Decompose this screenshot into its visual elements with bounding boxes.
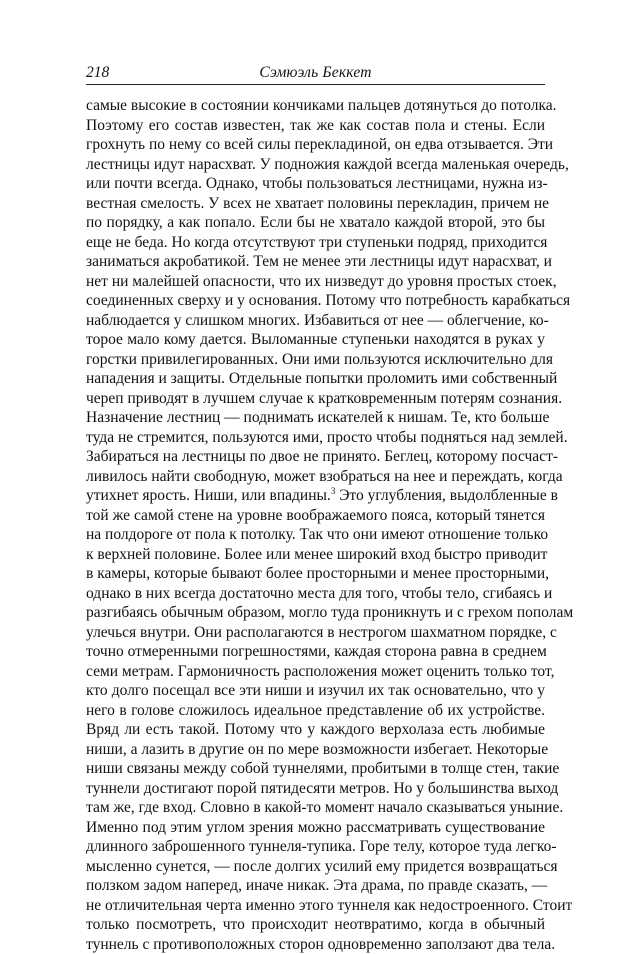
text-line: той же самой стене на уровне воображаемого пояса, который тянется: [86, 506, 545, 526]
text-line: соединенных сверху и у основания. Потому что потребность карабкаться: [86, 291, 545, 311]
text-line: разгибаясь обычным образом, могло туда проникнуть и с грехом пополам: [86, 603, 545, 623]
text-line: торое мало кому дается. Выломанные ступеньки находятся в руках у: [86, 330, 545, 350]
text-line: кто долго посещал все эти ниши и изучил их так основательно, что у: [86, 681, 545, 701]
text-line: мысленно сунется, — после долгих усилий ему придется возвращаться: [86, 857, 545, 877]
text-line: по порядку, а как попало. Если бы не хватало каждой второй, это бы: [86, 213, 545, 233]
text-line: не отличительная черта именно этого туннеля как недостроенного. Стоит: [86, 896, 545, 916]
body-text: [86, 96, 545, 954]
page-number: 218: [86, 63, 109, 83]
text-line: ливилось найти свободную, может взобраться на нее и переждать, когда: [86, 467, 545, 487]
text-line: туда не стремится, пользуются ими, просто чтобы подняться над землей.: [86, 428, 545, 448]
text-line: ниши связаны между собой туннелями, пробитыми в толще стен, такие: [86, 759, 545, 779]
text-line: длинного заброшенного туннеля-тупика. Горе телу, которое туда легко-: [86, 837, 545, 857]
text-line-tail: Это углубления, выдолбленные в: [335, 487, 558, 504]
text-line: горстки привилегированных. Они ими пользуются исключительно для: [86, 350, 545, 370]
text-line: грохнуть по нему со всей силы перекладиной, он едва отзывается. Эти: [86, 135, 545, 155]
text-line: заниматься акробатикой. Тем не менее эти лестницы идут нарасхват, и: [86, 252, 545, 272]
text-line: нет ни малейшей опасности, что их низведут до уровня простых стоек,: [86, 272, 545, 292]
text-line: туннель с противоположных сторон одновременно заползают два тела.: [86, 935, 545, 954]
running-head-title: Сэмюэль Беккет: [86, 63, 545, 83]
header-rule: [86, 84, 545, 85]
text-line: Именно под этим углом зрения можно рассматривать существование: [86, 818, 545, 838]
text-line: однако в них всегда достаточно места для того, чтобы тело, сгибаясь и: [86, 584, 545, 604]
text-line: череп приводят в лучшем случае к кратковременным потерям сознания.: [86, 389, 545, 409]
text-line: ползком задом наперед, иначе никак. Эта драма, по правде сказать, —: [86, 876, 545, 896]
text-line: еще не беда. Но когда отсутствуют три ступеньки подряд, приходится: [86, 233, 545, 253]
text-line: там же, где вход. Словно в какой-то момент начало сказываться уныние.: [86, 798, 545, 818]
text-line-with-footnote: [86, 486, 545, 506]
text-line: лестницы идут нарасхват. У подножия каждой всегда маленькая очередь,: [86, 155, 545, 175]
footnote-marker: 3: [331, 486, 336, 496]
text-line: него в голове сложилось идеальное представление об их устройстве.: [86, 701, 545, 721]
text-line: точно отмеренными погрешностями, каждая сторона равна в среднем: [86, 642, 545, 662]
text-line: самые высокие в состоянии кончиками пальцев дотянуться до потолка.: [86, 96, 545, 116]
text-line: Назначение лестниц — поднимать искателей к нишам. Те, кто больше: [86, 408, 545, 428]
text-line-head: утихнет ярость. Ниши, или впадины.: [86, 487, 331, 504]
text-line: в камеры, которые бывают более просторными и менее просторными,: [86, 564, 545, 584]
text-line: туннели достигают порой пятидесяти метров. Но у большинства выход: [86, 779, 545, 799]
text-line: на полдороге от пола к потолку. Так что они имеют отношение только: [86, 525, 545, 545]
text-line: наблюдается у слишком многих. Избавиться от нее — облегчение, ко-: [86, 311, 545, 331]
text-line: нападения и защиты. Отдельные попытки проломить ими собственный: [86, 369, 545, 389]
text-line: только посмотреть, что происходит неотвратимо, когда в обычный: [86, 915, 545, 935]
text-line: ниши, а лазить в другие он по мере возможности избегает. Некоторые: [86, 740, 545, 760]
text-line: Поэтому его состав известен, так же как состав пола и стены. Если: [86, 116, 545, 136]
text-line: Вряд ли есть такой. Потому что у каждого верхолаза есть любимые: [86, 720, 545, 740]
running-head: [86, 63, 545, 85]
text-line: или почти всегда. Однако, чтобы пользоваться лестницами, нужна из-: [86, 174, 545, 194]
text-line: улечься внутри. Они располагаются в нестрогом шахматном порядке, с: [86, 623, 545, 643]
text-line: к верхней половине. Более или менее широкий вход быстро приводит: [86, 545, 545, 565]
text-line: вестная смелость. У всех не хватает половины перекладин, причем не: [86, 194, 545, 214]
text-line: Забираться на лестницы по двое не принято. Беглец, которому посчаст-: [86, 447, 545, 467]
text-line: семи метрам. Гармоничность расположения может оценить только тот,: [86, 662, 545, 682]
